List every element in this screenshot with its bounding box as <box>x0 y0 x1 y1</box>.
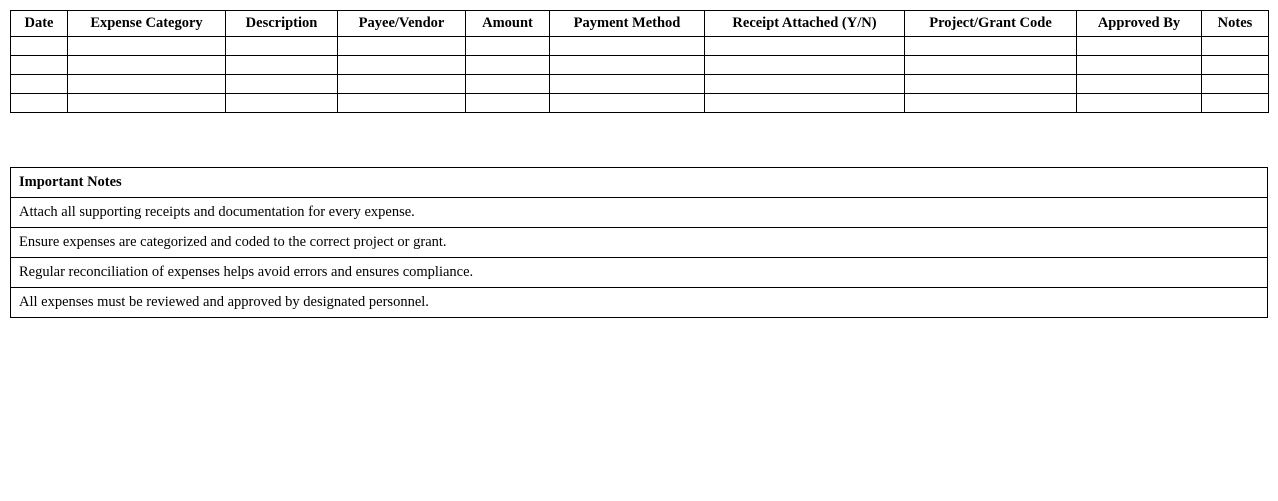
cell-date[interactable] <box>11 56 68 75</box>
cell-approved-by[interactable] <box>1077 94 1202 113</box>
cell-description[interactable] <box>226 37 338 56</box>
cell-receipt-attached[interactable] <box>705 75 905 94</box>
note-text: Ensure expenses are categorized and coded to the correct project or grant. <box>11 228 1268 258</box>
list-item <box>11 258 1268 288</box>
table-row <box>11 56 1269 75</box>
cell-approved-by[interactable] <box>1077 37 1202 56</box>
expense-table-body <box>11 37 1269 113</box>
cell-project-grant-code[interactable] <box>905 75 1077 94</box>
cell-description[interactable] <box>226 56 338 75</box>
cell-receipt-attached[interactable] <box>705 37 905 56</box>
important-notes-table <box>10 167 1268 318</box>
cell-date[interactable] <box>11 94 68 113</box>
cell-amount[interactable] <box>466 94 550 113</box>
table-row <box>11 94 1269 113</box>
list-item <box>11 228 1268 258</box>
cell-expense-category[interactable] <box>68 56 226 75</box>
cell-date[interactable] <box>11 37 68 56</box>
column-header-receipt-attached: Receipt Attached (Y/N) <box>705 11 905 37</box>
important-notes-container <box>10 167 1268 318</box>
column-header-notes: Notes <box>1202 11 1269 37</box>
cell-description[interactable] <box>226 94 338 113</box>
list-item <box>11 288 1268 318</box>
cell-notes[interactable] <box>1202 56 1269 75</box>
column-header-date: Date <box>11 11 68 37</box>
note-text: All expenses must be reviewed and approved by designated personnel. <box>11 288 1268 318</box>
cell-approved-by[interactable] <box>1077 75 1202 94</box>
column-header-amount: Amount <box>466 11 550 37</box>
cell-expense-category[interactable] <box>68 37 226 56</box>
cell-payee-vendor[interactable] <box>338 75 466 94</box>
cell-project-grant-code[interactable] <box>905 37 1077 56</box>
cell-amount[interactable] <box>466 37 550 56</box>
cell-date[interactable] <box>11 75 68 94</box>
cell-payment-method[interactable] <box>550 56 705 75</box>
cell-description[interactable] <box>226 75 338 94</box>
cell-payee-vendor[interactable] <box>338 94 466 113</box>
notes-title-row <box>11 168 1268 198</box>
cell-amount[interactable] <box>466 75 550 94</box>
cell-amount[interactable] <box>466 56 550 75</box>
cell-expense-category[interactable] <box>68 75 226 94</box>
cell-notes[interactable] <box>1202 37 1269 56</box>
column-header-description: Description <box>226 11 338 37</box>
expense-table <box>10 10 1269 113</box>
cell-payment-method[interactable] <box>550 75 705 94</box>
expense-table-container <box>10 10 1268 113</box>
cell-expense-category[interactable] <box>68 94 226 113</box>
column-header-payment-method: Payment Method <box>550 11 705 37</box>
cell-project-grant-code[interactable] <box>905 56 1077 75</box>
table-row <box>11 37 1269 56</box>
list-item <box>11 198 1268 228</box>
important-notes-title: Important Notes <box>11 168 1268 198</box>
column-header-expense-category: Expense Category <box>68 11 226 37</box>
cell-payee-vendor[interactable] <box>338 56 466 75</box>
cell-notes[interactable] <box>1202 94 1269 113</box>
note-text: Attach all supporting receipts and documentation for every expense. <box>11 198 1268 228</box>
cell-receipt-attached[interactable] <box>705 94 905 113</box>
cell-payment-method[interactable] <box>550 37 705 56</box>
cell-notes[interactable] <box>1202 75 1269 94</box>
cell-receipt-attached[interactable] <box>705 56 905 75</box>
column-header-project-grant-code: Project/Grant Code <box>905 11 1077 37</box>
important-notes-body <box>11 168 1268 318</box>
cell-approved-by[interactable] <box>1077 56 1202 75</box>
column-header-payee-vendor: Payee/Vendor <box>338 11 466 37</box>
expense-table-header <box>11 11 1269 37</box>
cell-payee-vendor[interactable] <box>338 37 466 56</box>
note-text: Regular reconciliation of expenses helps avoid errors and ensures compliance. <box>11 258 1268 288</box>
cell-payment-method[interactable] <box>550 94 705 113</box>
column-header-approved-by: Approved By <box>1077 11 1202 37</box>
table-header-row <box>11 11 1269 37</box>
table-row <box>11 75 1269 94</box>
cell-project-grant-code[interactable] <box>905 94 1077 113</box>
